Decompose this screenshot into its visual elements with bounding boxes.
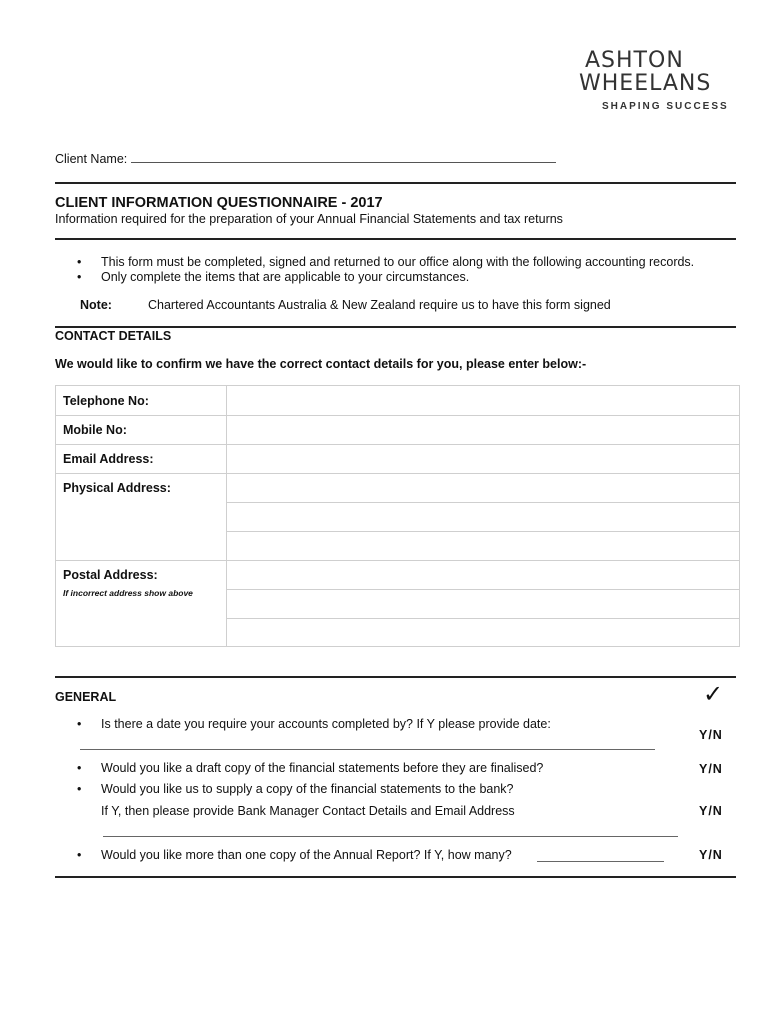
section-heading-general: GENERAL xyxy=(55,690,117,704)
yn-toggle-2[interactable]: Y/N xyxy=(699,762,723,776)
logo-tagline: SHAPING SUCCESS xyxy=(602,101,729,112)
client-name-row xyxy=(55,152,556,166)
mobile-input[interactable] xyxy=(227,416,739,444)
question-2 xyxy=(77,761,544,775)
physical-address-line-2[interactable] xyxy=(227,503,739,531)
physical-address-label: Physical Address: xyxy=(63,481,171,495)
client-name-label: Client Name: xyxy=(55,152,128,166)
question-3-text: Would you like us to supply a copy of the financial statements to the bank? xyxy=(101,782,514,796)
question-1 xyxy=(77,717,551,731)
divider xyxy=(55,326,736,328)
instruction-bullet xyxy=(77,270,470,284)
note-label: Note: xyxy=(80,298,112,312)
question-1-text: Is there a date you require your accounts completed by? If Y please provide date: xyxy=(101,717,551,731)
postal-address-line-2[interactable] xyxy=(227,590,739,618)
physical-address-line-1[interactable] xyxy=(227,474,739,502)
divider xyxy=(55,876,736,878)
divider xyxy=(55,676,736,678)
bullet-icon: • xyxy=(77,761,82,775)
instruction-bullet xyxy=(77,255,695,269)
contact-table xyxy=(55,385,740,647)
date-required-field[interactable] xyxy=(80,748,655,750)
bullet-icon: • xyxy=(77,270,82,284)
bullet-icon: • xyxy=(77,717,82,731)
bank-manager-field[interactable] xyxy=(103,835,678,837)
yn-toggle-3[interactable]: Y/N xyxy=(699,804,723,818)
email-input[interactable] xyxy=(227,445,739,473)
postal-address-line-3[interactable] xyxy=(227,619,739,646)
question-3 xyxy=(77,782,514,796)
bullet-icon: • xyxy=(77,782,82,796)
postal-address-note: If incorrect address show above xyxy=(63,588,193,598)
mobile-label: Mobile No: xyxy=(63,423,127,437)
instruction-text: This form must be completed, signed and returned to our office along with the following accounting records. xyxy=(101,255,695,269)
copies-count-field[interactable] xyxy=(537,860,664,862)
client-name-field[interactable] xyxy=(131,152,556,163)
checkmark-icon: ✓ xyxy=(703,680,724,708)
question-3-followup: If Y, then please provide Bank Manager Contact Details and Email Address xyxy=(101,804,515,818)
contact-intro: We would like to confirm we have the correct contact details for you, please enter below:- xyxy=(55,357,587,371)
telephone-label: Telephone No: xyxy=(63,394,149,408)
bullet-icon: • xyxy=(77,848,82,862)
note-text: Chartered Accountants Australia & New Zealand require us to have this form signed xyxy=(148,298,611,312)
email-label: Email Address: xyxy=(63,452,154,466)
postal-address-line-1[interactable] xyxy=(227,561,739,589)
question-2-text: Would you like a draft copy of the financial statements before they are finalised? xyxy=(101,761,544,775)
postal-address-label: Postal Address: xyxy=(63,568,158,582)
logo-line-2: WHEELANS xyxy=(579,71,712,96)
logo-line-1: ASHTON xyxy=(585,48,684,73)
page-subtitle: Information required for the preparation of your Annual Financial Statements and tax returns xyxy=(55,212,563,226)
bullet-icon: • xyxy=(77,255,82,269)
divider xyxy=(55,182,736,184)
instruction-text: Only complete the items that are applicable to your circumstances. xyxy=(101,270,470,284)
divider xyxy=(55,238,736,240)
section-heading-contact: CONTACT DETAILS xyxy=(55,329,172,343)
page-title: CLIENT INFORMATION QUESTIONNAIRE - 2017 xyxy=(55,195,383,211)
question-4-text: Would you like more than one copy of the Annual Report? If Y, how many? xyxy=(101,848,512,862)
physical-address-line-3[interactable] xyxy=(227,532,739,560)
telephone-input[interactable] xyxy=(227,386,739,415)
yn-toggle-1[interactable]: Y/N xyxy=(699,728,723,742)
yn-toggle-4[interactable]: Y/N xyxy=(699,848,723,862)
question-4 xyxy=(77,848,512,862)
